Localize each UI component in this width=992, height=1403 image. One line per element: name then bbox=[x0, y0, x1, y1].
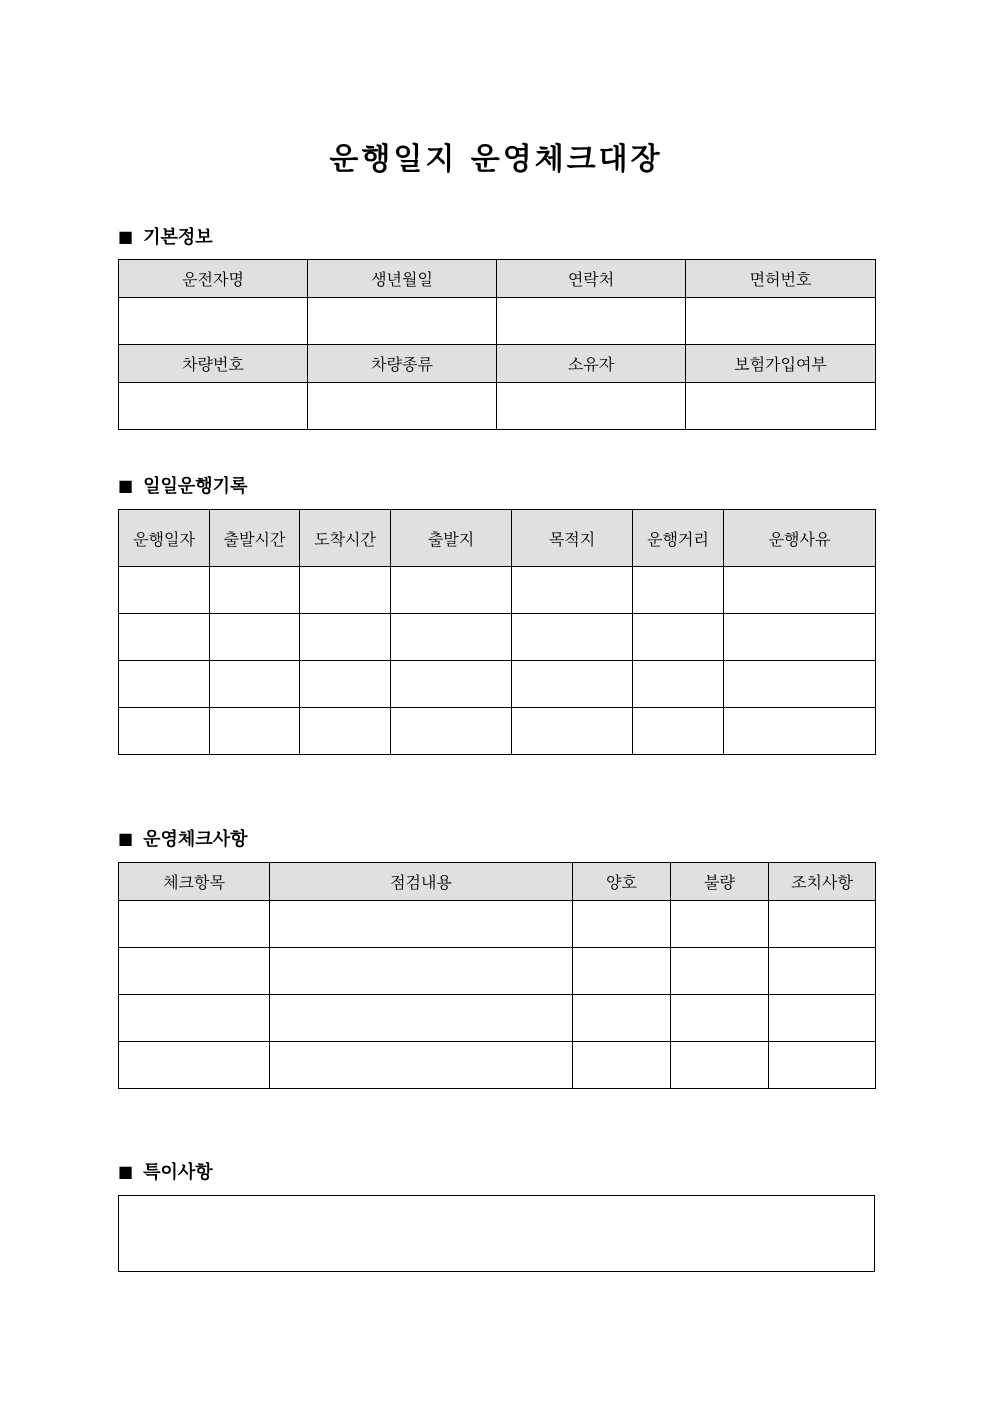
input-cell[interactable] bbox=[512, 661, 633, 708]
input-cell[interactable] bbox=[769, 901, 876, 948]
input-cell[interactable] bbox=[671, 901, 769, 948]
input-cell-license-no[interactable] bbox=[686, 298, 876, 345]
basic-info-table bbox=[118, 259, 876, 430]
input-cell[interactable] bbox=[724, 567, 876, 614]
header-cell: 출발시간 bbox=[210, 510, 300, 567]
input-cell[interactable] bbox=[300, 614, 391, 661]
input-cell[interactable] bbox=[210, 614, 300, 661]
section-title: 일일운행기록 bbox=[143, 476, 248, 497]
remarks-textbox[interactable] bbox=[118, 1195, 875, 1272]
square-bullet-icon: ■ bbox=[118, 226, 134, 246]
input-cell[interactable] bbox=[270, 1042, 573, 1089]
table-row bbox=[119, 948, 876, 995]
table-row bbox=[119, 614, 876, 661]
input-cell[interactable] bbox=[270, 995, 573, 1042]
header-cell: 점검내용 bbox=[270, 863, 573, 901]
input-cell-contact[interactable] bbox=[497, 298, 686, 345]
section-heading-daily-log bbox=[118, 472, 247, 498]
input-cell-vehicle-no[interactable] bbox=[119, 383, 308, 430]
input-cell[interactable] bbox=[633, 614, 724, 661]
input-cell[interactable] bbox=[573, 1042, 671, 1089]
header-cell: 목적지 bbox=[512, 510, 633, 567]
input-cell-owner[interactable] bbox=[497, 383, 686, 430]
header-cell: 면허번호 bbox=[686, 260, 876, 298]
input-cell-vehicle-type[interactable] bbox=[308, 383, 497, 430]
header-cell: 양호 bbox=[573, 863, 671, 901]
header-cell: 연락처 bbox=[497, 260, 686, 298]
header-cell: 소유자 bbox=[497, 345, 686, 383]
header-cell: 운행사유 bbox=[724, 510, 876, 567]
header-cell: 도착시간 bbox=[300, 510, 391, 567]
input-cell[interactable] bbox=[573, 995, 671, 1042]
square-bullet-icon: ■ bbox=[118, 828, 134, 848]
header-cell: 조치사항 bbox=[769, 863, 876, 901]
header-cell: 생년월일 bbox=[308, 260, 497, 298]
input-cell-birth-date[interactable] bbox=[308, 298, 497, 345]
square-bullet-icon: ■ bbox=[118, 1161, 134, 1181]
input-cell[interactable] bbox=[724, 708, 876, 755]
input-cell[interactable] bbox=[270, 901, 573, 948]
input-cell[interactable] bbox=[391, 614, 512, 661]
input-cell[interactable] bbox=[573, 948, 671, 995]
section-title: 특이사항 bbox=[143, 1162, 213, 1183]
input-cell[interactable] bbox=[119, 1042, 270, 1089]
input-cell[interactable] bbox=[119, 661, 210, 708]
input-cell[interactable] bbox=[512, 614, 633, 661]
table-row bbox=[119, 1042, 876, 1089]
input-cell[interactable] bbox=[119, 995, 270, 1042]
table-row bbox=[119, 995, 876, 1042]
input-cell[interactable] bbox=[633, 661, 724, 708]
input-cell[interactable] bbox=[119, 948, 270, 995]
input-cell-driver-name[interactable] bbox=[119, 298, 308, 345]
input-cell[interactable] bbox=[210, 567, 300, 614]
header-cell: 체크항목 bbox=[119, 863, 270, 901]
input-cell[interactable] bbox=[119, 567, 210, 614]
section-title: 기본정보 bbox=[143, 227, 213, 248]
input-cell[interactable] bbox=[633, 708, 724, 755]
input-cell[interactable] bbox=[671, 995, 769, 1042]
input-cell[interactable] bbox=[671, 1042, 769, 1089]
input-cell[interactable] bbox=[671, 948, 769, 995]
input-cell[interactable] bbox=[512, 708, 633, 755]
input-cell[interactable] bbox=[769, 995, 876, 1042]
page-title: 운행일지 운영체크대장 bbox=[329, 142, 663, 177]
header-cell: 출발지 bbox=[391, 510, 512, 567]
section-heading-check-items bbox=[118, 825, 247, 851]
input-cell[interactable] bbox=[210, 708, 300, 755]
input-cell[interactable] bbox=[119, 614, 210, 661]
table-row bbox=[119, 661, 876, 708]
table-row bbox=[119, 901, 876, 948]
daily-log-table bbox=[118, 509, 876, 755]
header-cell: 운전자명 bbox=[119, 260, 308, 298]
input-cell[interactable] bbox=[512, 567, 633, 614]
section-title: 운영체크사항 bbox=[143, 829, 248, 850]
input-cell[interactable] bbox=[724, 661, 876, 708]
section-heading-remarks bbox=[118, 1158, 213, 1184]
header-cell: 불량 bbox=[671, 863, 769, 901]
input-cell[interactable] bbox=[300, 661, 391, 708]
input-cell[interactable] bbox=[391, 708, 512, 755]
input-cell[interactable] bbox=[270, 948, 573, 995]
input-cell-insurance[interactable] bbox=[686, 383, 876, 430]
table-row bbox=[119, 708, 876, 755]
input-cell[interactable] bbox=[300, 708, 391, 755]
input-cell[interactable] bbox=[391, 567, 512, 614]
header-cell: 차량종류 bbox=[308, 345, 497, 383]
input-cell[interactable] bbox=[573, 901, 671, 948]
square-bullet-icon: ■ bbox=[118, 475, 134, 495]
input-cell[interactable] bbox=[633, 567, 724, 614]
input-cell[interactable] bbox=[724, 614, 876, 661]
input-cell[interactable] bbox=[769, 1042, 876, 1089]
header-cell: 차량번호 bbox=[119, 345, 308, 383]
input-cell[interactable] bbox=[119, 901, 270, 948]
check-items-table bbox=[118, 862, 876, 1089]
header-cell: 운행거리 bbox=[633, 510, 724, 567]
input-cell[interactable] bbox=[119, 708, 210, 755]
table-row bbox=[119, 567, 876, 614]
input-cell[interactable] bbox=[391, 661, 512, 708]
input-cell[interactable] bbox=[300, 567, 391, 614]
header-cell: 보험가입여부 bbox=[686, 345, 876, 383]
header-cell: 운행일자 bbox=[119, 510, 210, 567]
input-cell[interactable] bbox=[769, 948, 876, 995]
section-heading-basic-info bbox=[118, 223, 213, 249]
input-cell[interactable] bbox=[210, 661, 300, 708]
